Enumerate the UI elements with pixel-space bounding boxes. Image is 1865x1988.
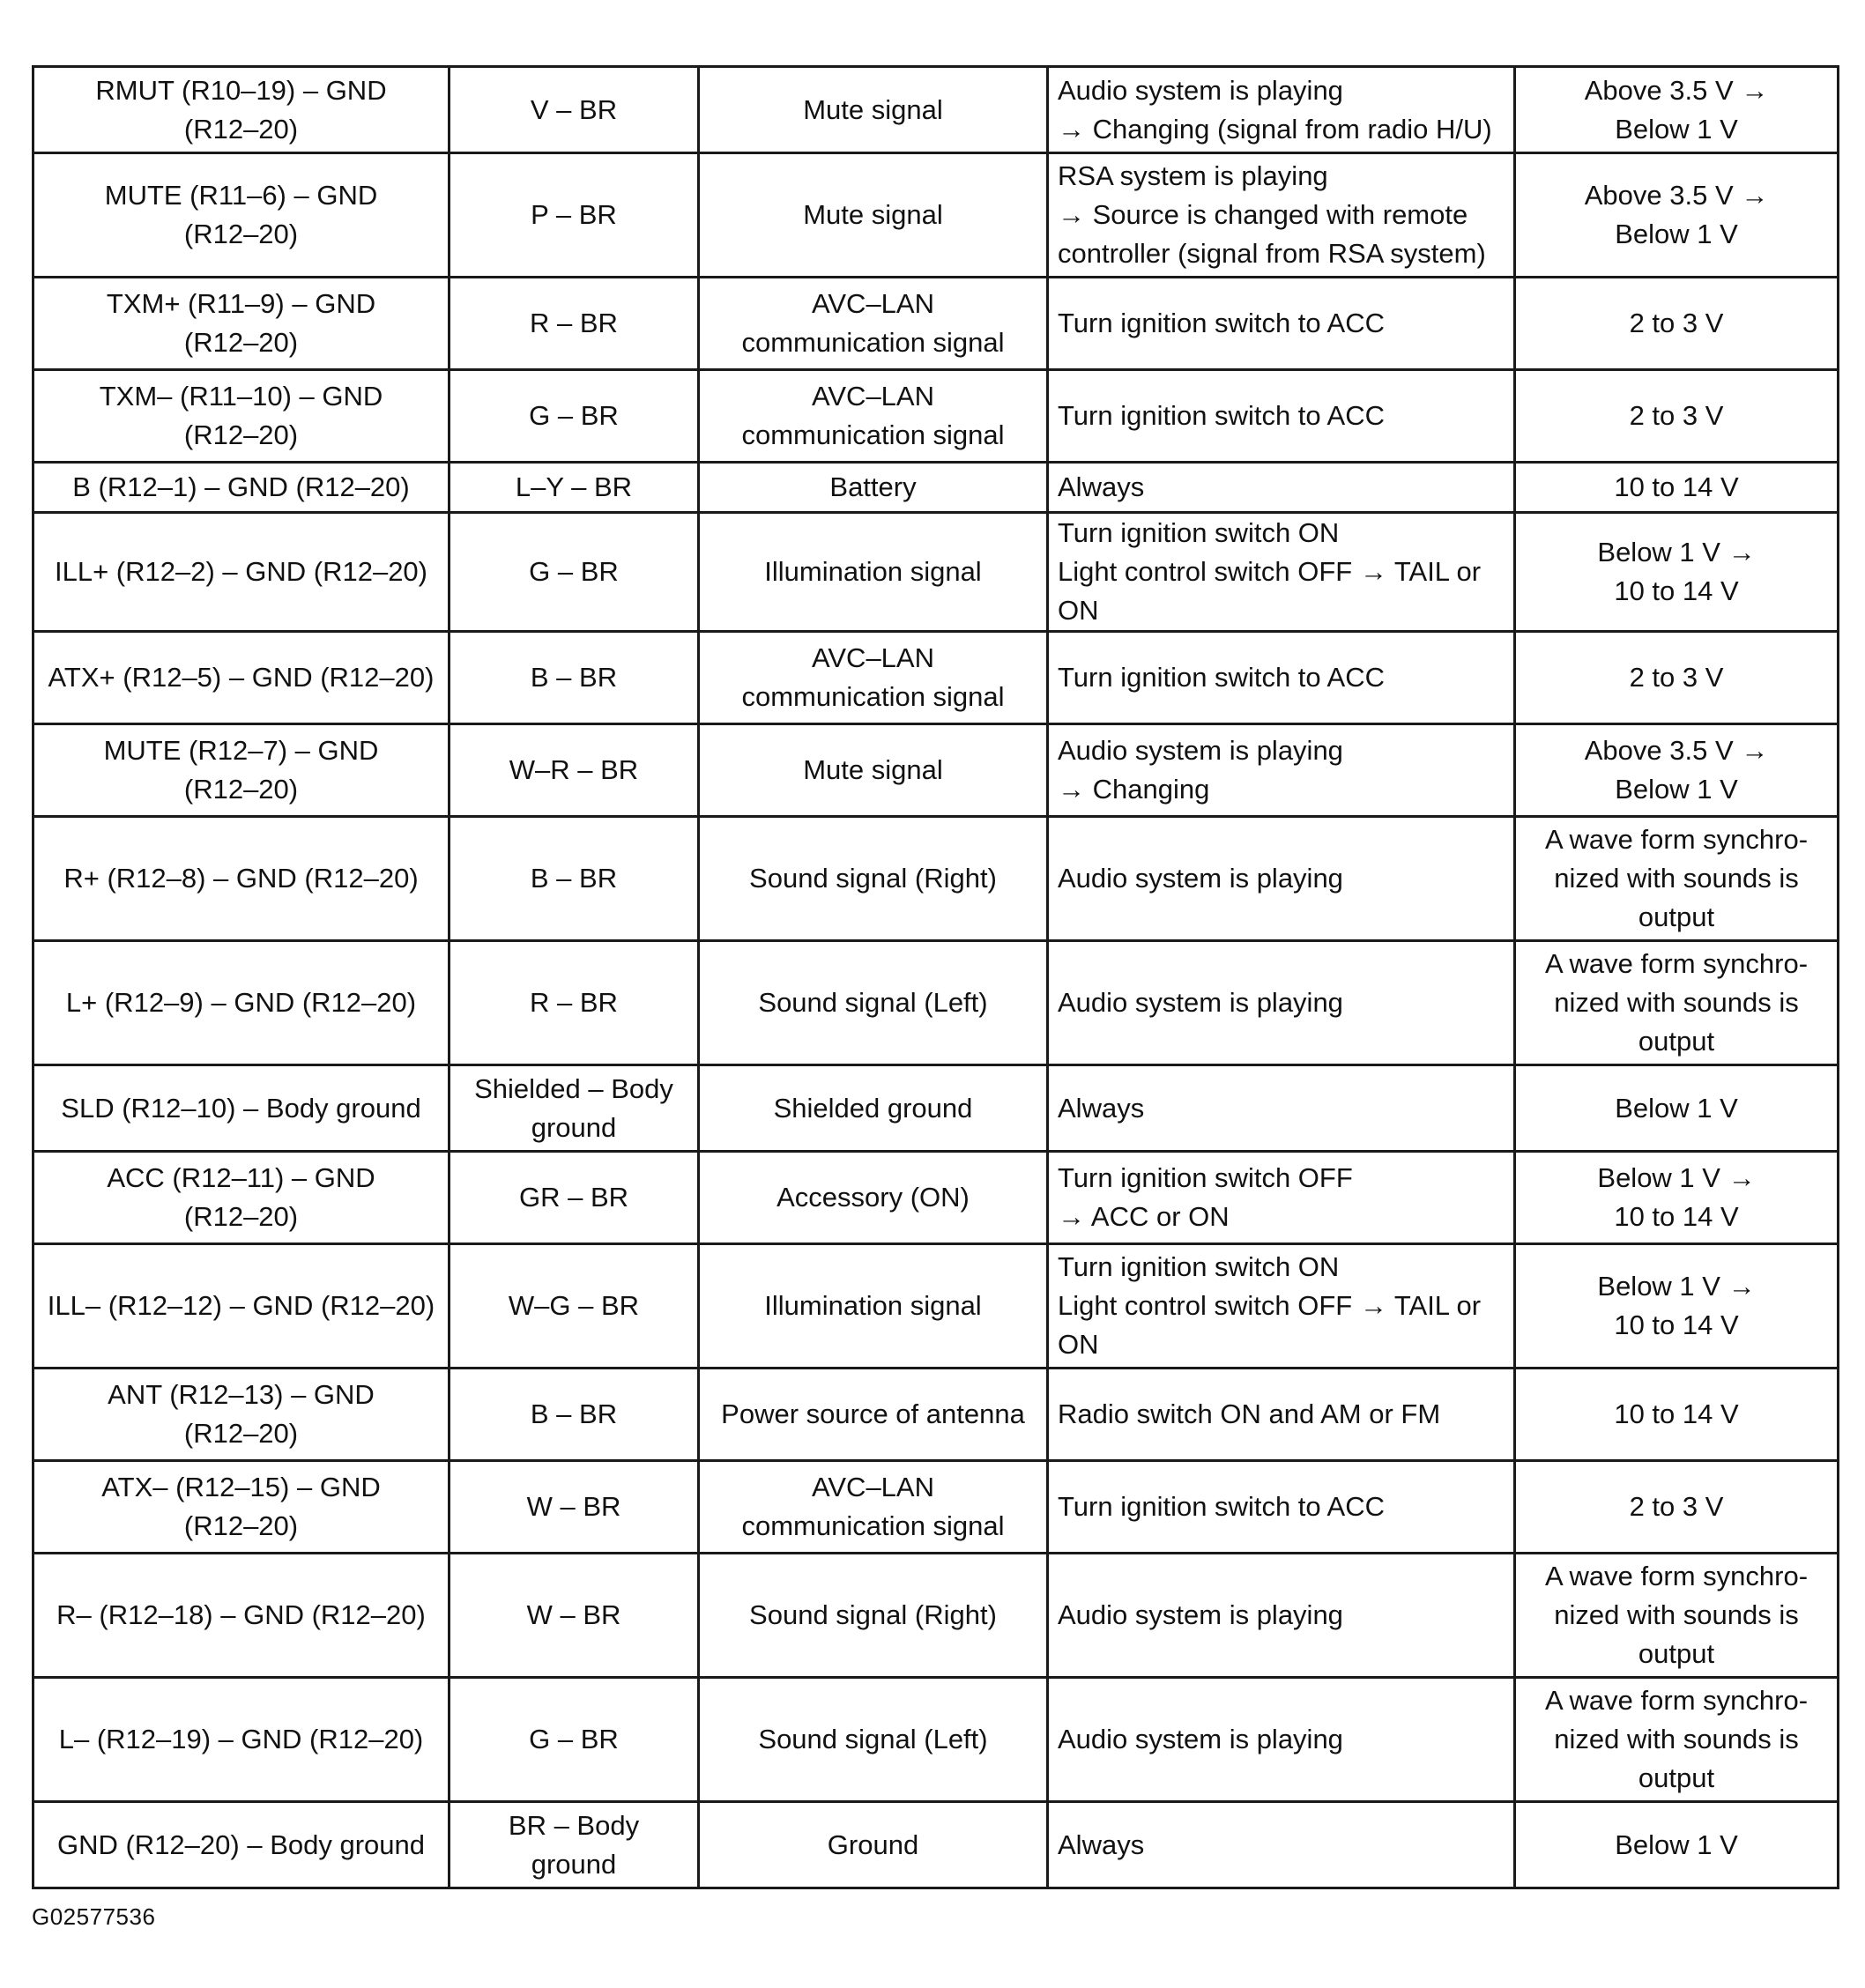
wiring-color-cell-text: V – BR: [530, 93, 618, 125]
table-row: [33, 513, 1839, 632]
condition-cell-text: Always: [1058, 1092, 1145, 1124]
description-cell: [699, 941, 1048, 1065]
terminal-cell: [33, 278, 450, 370]
terminal-cell-text: TXM+ (R11–9) – GND (R12–20): [106, 288, 376, 358]
terminal-cell-text: ANT (R12–13) – GND (R12–20): [108, 1379, 375, 1449]
terminal-cell: [33, 513, 450, 632]
description-cell-text: Sound signal (Left): [758, 987, 988, 1018]
figure-id: G02577536: [32, 1903, 156, 1930]
terminal-cell: [33, 1065, 450, 1152]
specified-condition-cell-text: 2 to 3 V: [1629, 662, 1724, 693]
wiring-color-cell: [450, 370, 699, 463]
wiring-color-cell-text: BR – Body ground: [508, 1809, 640, 1880]
description-cell-text: Sound signal (Right): [749, 863, 997, 894]
specified-condition-cell: [1515, 1152, 1839, 1244]
description-cell: [699, 1065, 1048, 1152]
wiring-color-cell: [450, 1802, 699, 1888]
wiring-color-cell-text: G – BR: [529, 400, 619, 431]
terminal-cell-text: ILL+ (R12–2) – GND (R12–20): [54, 556, 427, 587]
condition-cell: [1048, 941, 1515, 1065]
wiring-color-cell: [450, 941, 699, 1065]
wiring-color-cell-text: B – BR: [530, 662, 618, 693]
wiring-color-cell-text: G – BR: [529, 556, 619, 587]
wiring-color-cell: [450, 817, 699, 941]
description-cell: [699, 1554, 1048, 1678]
terminal-cell: [33, 463, 450, 513]
specified-condition-cell-text: Below 1 V → 10 to 14 V: [1597, 1271, 1756, 1340]
description-cell: [699, 1678, 1048, 1802]
wiring-color-cell-text: W–G – BR: [508, 1290, 640, 1321]
specified-condition-cell: [1515, 1369, 1839, 1461]
specified-condition-cell-text: Below 1 V → 10 to 14 V: [1597, 1162, 1756, 1232]
description-cell: [699, 1802, 1048, 1888]
condition-cell: [1048, 1152, 1515, 1244]
table-row: [33, 817, 1839, 941]
specified-condition-cell-text: A wave form synchro- nized with sounds is output: [1544, 948, 1809, 1057]
description-cell: [699, 632, 1048, 724]
condition-cell-text: Audio system is playing: [1058, 1724, 1343, 1754]
description-cell: [699, 1244, 1048, 1369]
description-cell-text: AVC–LAN communication signal: [741, 642, 1005, 712]
condition-cell: [1048, 1244, 1515, 1369]
table-row: [33, 153, 1839, 278]
description-cell-text: Mute signal: [803, 93, 943, 125]
terminal-cell-text: R– (R12–18) – GND (R12–20): [56, 1599, 426, 1630]
condition-cell: [1048, 1065, 1515, 1152]
specified-condition-cell: [1515, 1554, 1839, 1678]
terminal-cell: [33, 67, 450, 153]
wiring-color-cell: [450, 1065, 699, 1152]
specified-condition-cell-text: Above 3.5 V → Below 1 V: [1584, 180, 1769, 249]
description-cell-text: AVC–LAN communication signal: [741, 288, 1005, 358]
table-row: [33, 1244, 1839, 1369]
wiring-color-cell: [450, 278, 699, 370]
description-cell-text: Illumination signal: [764, 556, 982, 587]
terminal-cell-text: MUTE (R11–6) – GND (R12–20): [104, 180, 378, 249]
specified-condition-cell-text: 10 to 14 V: [1614, 1398, 1739, 1429]
wiring-color-cell-text: B – BR: [530, 863, 618, 894]
terminal-cell-text: TXM– (R11–10) – GND (R12–20): [99, 381, 383, 450]
wiring-color-cell: [450, 1554, 699, 1678]
table-row: [33, 632, 1839, 724]
condition-cell: [1048, 278, 1515, 370]
table-row: [33, 724, 1839, 817]
specified-condition-cell: [1515, 1461, 1839, 1554]
description-cell: [699, 513, 1048, 632]
condition-cell-text: Always: [1058, 471, 1145, 502]
terminal-cell-text: ACC (R12–11) – GND (R12–20): [107, 1162, 375, 1232]
condition-cell: [1048, 1554, 1515, 1678]
wiring-color-cell: [450, 724, 699, 817]
description-cell: [699, 370, 1048, 463]
condition-cell: [1048, 463, 1515, 513]
table-row: [33, 1554, 1839, 1678]
specified-condition-cell: [1515, 632, 1839, 724]
wiring-color-cell: [450, 1244, 699, 1369]
wiring-color-cell: [450, 1152, 699, 1244]
condition-cell-text: Radio switch ON and AM or FM: [1058, 1398, 1441, 1429]
description-cell-text: Mute signal: [803, 754, 943, 785]
wiring-color-cell: [450, 463, 699, 513]
wiring-color-cell-text: W – BR: [526, 1599, 621, 1630]
terminal-cell: [33, 1461, 450, 1554]
condition-cell-text: Audio system is playing → Changing (signal from radio H/U): [1058, 74, 1492, 145]
wiring-color-cell-text: R – BR: [530, 987, 618, 1018]
terminal-cell: [33, 370, 450, 463]
condition-cell-text: Turn ignition switch ON Light control switch OFF → TAIL or ON: [1058, 517, 1482, 626]
specified-condition-cell-text: Above 3.5 V → Below 1 V: [1584, 74, 1769, 145]
wiring-color-cell-text: B – BR: [530, 1398, 618, 1429]
specified-condition-cell: [1515, 370, 1839, 463]
specified-condition-cell-text: 2 to 3 V: [1629, 400, 1724, 431]
condition-cell: [1048, 632, 1515, 724]
specified-condition-cell: [1515, 67, 1839, 153]
description-cell: [699, 1461, 1048, 1554]
specified-condition-cell-text: Below 1 V: [1615, 1829, 1738, 1860]
terminal-cell-text: ATX– (R12–15) – GND (R12–20): [101, 1472, 381, 1541]
wiring-color-cell-text: W – BR: [526, 1491, 621, 1522]
terminal-cell-text: RMUT (R10–19) – GND (R12–20): [95, 74, 387, 145]
terminal-cell-text: SLD (R12–10) – Body ground: [61, 1092, 421, 1124]
wiring-color-cell: [450, 632, 699, 724]
specified-condition-cell-text: Below 1 V: [1615, 1092, 1738, 1124]
condition-cell: [1048, 153, 1515, 278]
specified-condition-cell: [1515, 1244, 1839, 1369]
wiring-color-cell-text: W–R – BR: [509, 754, 639, 785]
wiring-color-cell: [450, 67, 699, 153]
description-cell-text: Shielded ground: [773, 1092, 973, 1124]
condition-cell: [1048, 370, 1515, 463]
table-row: [33, 941, 1839, 1065]
table-row: [33, 370, 1839, 463]
terminal-cell: [33, 1369, 450, 1461]
terminal-cell-text: L– (R12–19) – GND (R12–20): [58, 1724, 424, 1754]
description-cell-text: Illumination signal: [764, 1290, 982, 1321]
table-row: [33, 278, 1839, 370]
terminal-cell-text: L+ (R12–9) – GND (R12–20): [65, 987, 417, 1018]
description-cell: [699, 724, 1048, 817]
description-cell: [699, 1369, 1048, 1461]
specified-condition-cell: [1515, 1678, 1839, 1802]
terminal-cell: [33, 632, 450, 724]
terminal-cell-text: B (R12–1) – GND (R12–20): [72, 471, 410, 502]
description-cell-text: Accessory (ON): [776, 1182, 970, 1213]
table-row: [33, 1461, 1839, 1554]
condition-cell-text: Turn ignition switch to ACC: [1058, 662, 1386, 693]
description-cell-text: Sound signal (Left): [758, 1724, 988, 1754]
condition-cell-text: Turn ignition switch to ACC: [1058, 400, 1386, 431]
terminal-cell: [33, 724, 450, 817]
specified-condition-cell: [1515, 724, 1839, 817]
specified-condition-cell-text: A wave form synchro- nized with sounds is output: [1544, 1561, 1809, 1669]
description-cell-text: Ground: [827, 1829, 919, 1860]
terminal-cell: [33, 1152, 450, 1244]
specified-condition-cell: [1515, 1065, 1839, 1152]
condition-cell-text: Audio system is playing → Changing: [1058, 735, 1343, 805]
specified-condition-cell: [1515, 513, 1839, 632]
condition-cell-text: Audio system is playing: [1058, 863, 1343, 894]
condition-cell: [1048, 513, 1515, 632]
condition-cell: [1048, 724, 1515, 817]
table-row: [33, 1152, 1839, 1244]
terminal-cell: [33, 1244, 450, 1369]
condition-cell: [1048, 1461, 1515, 1554]
description-cell-text: Power source of antenna: [721, 1398, 1025, 1429]
wiring-color-cell-text: L–Y – BR: [515, 471, 633, 502]
terminal-cell-text: ATX+ (R12–5) – GND (R12–20): [48, 662, 435, 693]
terminal-cell: [33, 1554, 450, 1678]
condition-cell-text: Turn ignition switch to ACC: [1058, 1491, 1386, 1522]
wiring-color-cell: [450, 513, 699, 632]
specified-condition-cell: [1515, 1802, 1839, 1888]
specified-condition-cell: [1515, 278, 1839, 370]
description-cell: [699, 1152, 1048, 1244]
specified-condition-cell-text: 10 to 14 V: [1614, 471, 1739, 502]
terminal-spec-table: [32, 65, 1839, 1889]
wiring-color-cell-text: Shielded – Body ground: [474, 1072, 673, 1143]
table-row: [33, 1369, 1839, 1461]
table-row: [33, 1678, 1839, 1802]
table-row: [33, 1065, 1839, 1152]
terminal-cell-text: ILL– (R12–12) – GND (R12–20): [47, 1290, 435, 1321]
specified-condition-cell: [1515, 153, 1839, 278]
description-cell-text: Sound signal (Right): [749, 1599, 997, 1630]
specified-condition-cell: [1515, 817, 1839, 941]
terminal-cell: [33, 1802, 450, 1888]
description-cell-text: Battery: [829, 471, 917, 502]
specified-condition-cell-text: Above 3.5 V → Below 1 V: [1584, 735, 1769, 805]
description-cell-text: Mute signal: [803, 199, 943, 230]
wiring-color-cell-text: G – BR: [529, 1724, 619, 1754]
wiring-color-cell: [450, 1678, 699, 1802]
condition-cell-text: Audio system is playing: [1058, 987, 1343, 1018]
wiring-color-cell: [450, 153, 699, 278]
condition-cell-text: Audio system is playing: [1058, 1599, 1343, 1630]
specified-condition-cell-text: Below 1 V → 10 to 14 V: [1597, 537, 1756, 606]
description-cell-text: AVC–LAN communication signal: [741, 1472, 1005, 1541]
condition-cell: [1048, 1802, 1515, 1888]
condition-cell: [1048, 67, 1515, 153]
terminal-cell-text: MUTE (R12–7) – GND (R12–20): [103, 735, 379, 805]
wiring-color-cell-text: R – BR: [530, 308, 618, 338]
terminal-cell: [33, 1678, 450, 1802]
condition-cell-text: RSA system is playing → Source is changed with remote controller (signal from RSA system): [1058, 160, 1486, 269]
wiring-color-cell-text: GR – BR: [518, 1182, 629, 1213]
specified-condition-cell-text: 2 to 3 V: [1629, 1491, 1724, 1522]
specified-condition-cell-text: A wave form synchro- nized with sounds is output: [1544, 1685, 1809, 1793]
specified-condition-cell-text: 2 to 3 V: [1629, 308, 1724, 338]
terminal-cell-text: R+ (R12–8) – GND (R12–20): [63, 863, 419, 894]
condition-cell-text: Turn ignition switch ON Light control switch OFF → TAIL or ON: [1058, 1251, 1482, 1360]
description-cell: [699, 463, 1048, 513]
terminal-cell: [33, 941, 450, 1065]
table-row: [33, 1802, 1839, 1888]
description-cell: [699, 153, 1048, 278]
condition-cell: [1048, 1369, 1515, 1461]
description-cell: [699, 817, 1048, 941]
description-cell: [699, 278, 1048, 370]
wiring-color-cell: [450, 1461, 699, 1554]
table-row: [33, 67, 1839, 153]
table-row: [33, 463, 1839, 513]
condition-cell: [1048, 1678, 1515, 1802]
terminal-cell-text: GND (R12–20) – Body ground: [56, 1829, 425, 1860]
description-cell-text: AVC–LAN communication signal: [741, 381, 1005, 450]
description-cell: [699, 67, 1048, 153]
wiring-color-cell-text: P – BR: [531, 199, 617, 230]
wiring-color-cell: [450, 1369, 699, 1461]
condition-cell-text: Turn ignition switch to ACC: [1058, 308, 1386, 338]
terminal-cell: [33, 153, 450, 278]
condition-cell-text: Turn ignition switch OFF → ACC or ON: [1058, 1162, 1353, 1232]
condition-cell: [1048, 817, 1515, 941]
table-body: [33, 67, 1839, 1888]
terminal-cell: [33, 817, 450, 941]
specified-condition-cell: [1515, 463, 1839, 513]
specified-condition-cell: [1515, 941, 1839, 1065]
specified-condition-cell-text: A wave form synchro- nized with sounds is output: [1544, 824, 1809, 932]
condition-cell-text: Always: [1058, 1829, 1145, 1860]
